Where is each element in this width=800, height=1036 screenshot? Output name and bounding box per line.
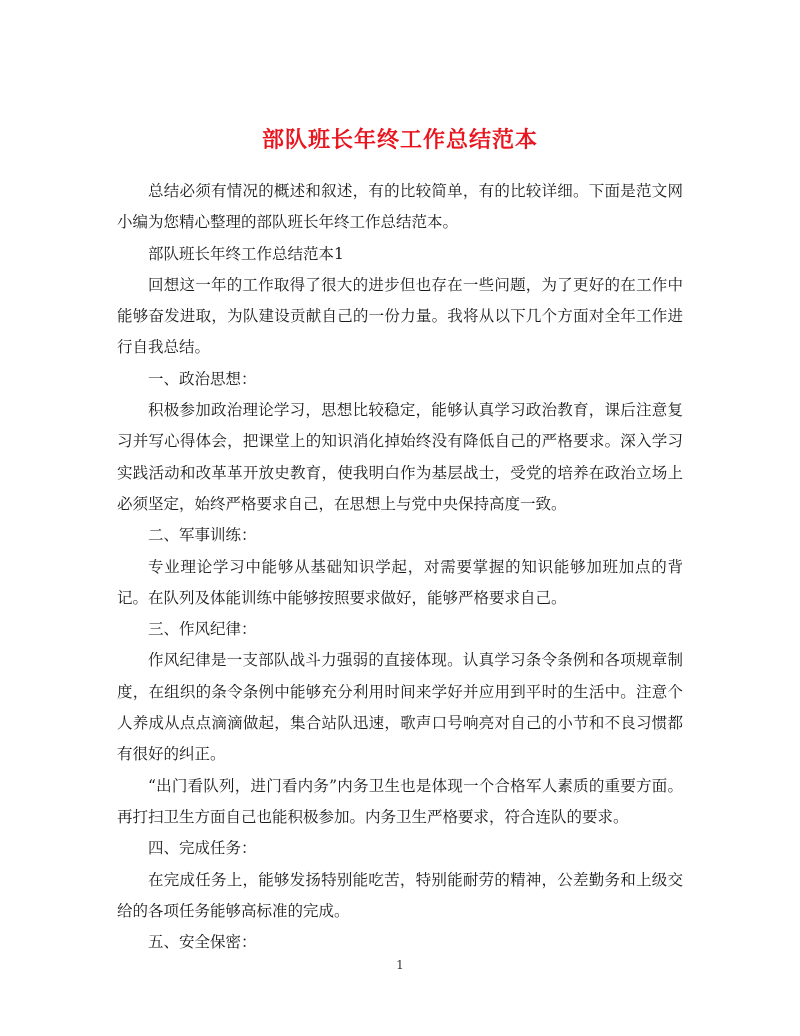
body-paragraph: 作风纪律是一支部队战斗力强弱的直接体现。认真学习条令条例和各项规章制度，在组织的条令条例中能够充分利用时间来学好并应用到平时的生活中。注意个人养成从点点滴滴做起，集合站队迅速，歌声口号响亮对自己的小节和不良习惯都有很好的纠正。 [117,651,683,764]
section-heading-politics: 一、政治思想： [148,369,257,388]
intro-paragraph: 总结必须有情况的概述和叙述，有的比较简单，有的比较详细。下面是范文网小编为您精心整理的部队班长年终工作总结范本。 [117,182,683,232]
section-heading-discipline: 三、作风纪律： [148,620,257,639]
section-heading-sample-1: 部队班长年终工作总结范本1 [148,244,344,263]
section-heading-military-training: 二、军事训练： [148,526,257,545]
body-paragraph: 专业理论学习中能够从基础知识学起，对需要掌握的知识能够加班加点的背记。在队列及体能训练中能够按照要求做好，能够严格要求自己。 [117,557,683,607]
body-paragraph: 回想这一年的工作取得了很大的进步但也存在一些问题，为了更好的在工作中能够奋发进取，为队建设贡献自己的一份力量。我将从以下几个方面对全年工作进行自我总结。 [117,275,683,357]
document-body [117,176,683,958]
section-heading-tasks: 四、完成任务： [148,839,257,858]
page-number: 1 [396,958,404,972]
body-paragraph: 在完成任务上，能够发扬特别能吃苦，特别能耐劳的精神，公差勤务和上级交给的各项任务能够高标准的完成。 [117,870,683,920]
body-paragraph: 积极参加政治理论学习，思想比较稳定，能够认真学习政治教育，课后注意复习并写心得体会，把课堂上的知识消化掉始终没有降低自己的严格要求。深入学习实践活动和改革革开放史教育，使我明白作为基层战士，受党的培养在政治立场上必须坚定，始终严格要求自己，在思想上与党中央保持高度一致。 [117,401,683,513]
document-title: 部队班长年终工作总结范本 [261,126,538,153]
section-heading-security: 五、安全保密： [148,933,257,952]
body-paragraph: “出门看队列，进门看内务”内务卫生也是体现一个合格军人素质的重要方面。再打扫卫生方面自己也能积极参加。内务卫生严格要求，符合连队的要求。 [117,776,683,826]
